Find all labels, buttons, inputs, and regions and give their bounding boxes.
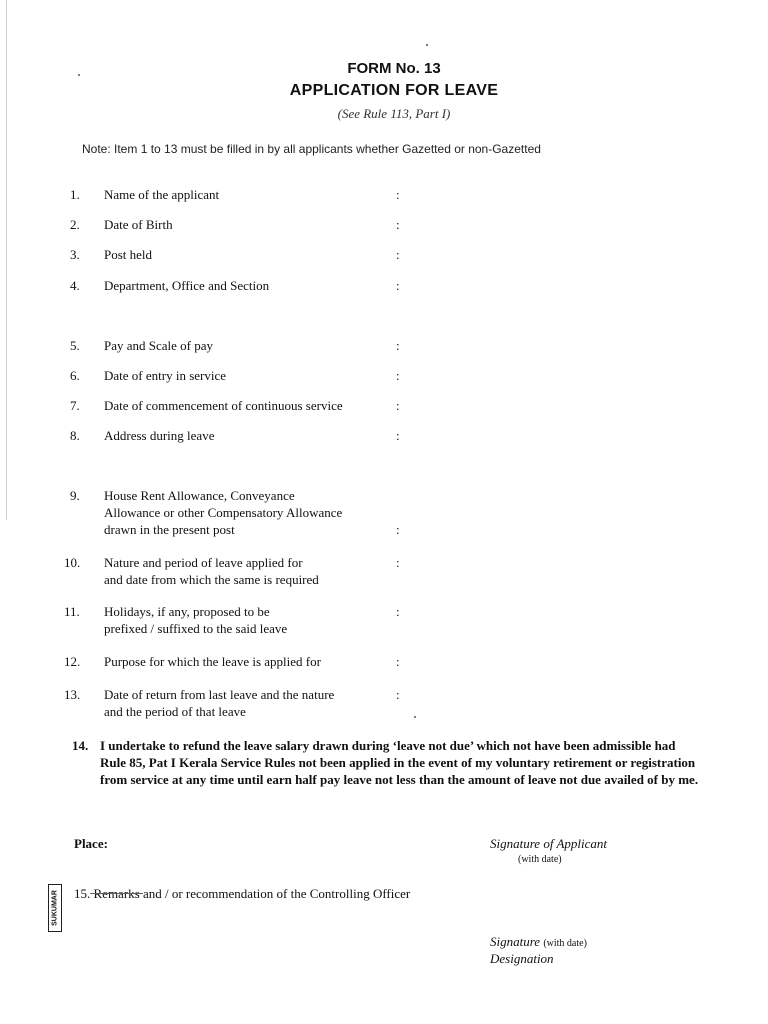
applicant-signature-label: Signature of Applicant	[490, 836, 607, 851]
item-label	[104, 686, 384, 720]
item-label	[104, 337, 384, 354]
item-number: 4.	[70, 278, 80, 293]
item-number: 14.	[72, 738, 89, 753]
place-label: Place:	[74, 836, 108, 851]
item-colon: :	[396, 338, 400, 353]
item-label	[104, 186, 384, 203]
item-label-line: Name of the applicant	[104, 187, 220, 202]
item-colon: :	[396, 187, 400, 202]
item-label-line: Holidays, if any, proposed to be	[104, 604, 270, 619]
designation-label: Designation	[490, 951, 554, 966]
item-label-line: Date of return from last leave and the nature	[104, 687, 335, 702]
item-label-line: Department, Office and Section	[104, 278, 270, 293]
item-label-line: Purpose for which the leave is applied for	[104, 654, 321, 669]
item-colon: :	[396, 217, 400, 232]
item-number: 5.	[70, 338, 80, 353]
officer-with-date-label: (with date)	[543, 938, 587, 949]
item-colon: :	[396, 247, 400, 262]
item-label-line: Date of Birth	[104, 217, 173, 232]
item-colon: :	[396, 428, 400, 443]
item-number: 2.	[70, 217, 80, 232]
item-label	[104, 427, 384, 444]
item-label	[104, 216, 384, 233]
item-number: 8.	[70, 428, 80, 443]
item-15-label: and / or recommendation of the Controlling Officer	[142, 886, 411, 901]
item-number: 13.	[64, 687, 81, 702]
item-label-line: Nature and period of leave applied for	[104, 555, 303, 570]
undertaking-text: I undertake to refund the leave salary drawn during ‘leave not due’ which not have been admissible had Rule 85, Pat I Kerala Service Rules not been applied in the event of my voluntary retirement or registration from service at any time until earn half pay leave not less than the amount of leave not due availed of by me.	[100, 738, 699, 787]
item-colon: :	[396, 522, 400, 537]
instruction-note: Note: Item 1 to 13 must be filled in by all applicants whether Gazetted or non-Gazetted	[82, 142, 541, 156]
item-colon: :	[396, 398, 400, 413]
item-colon: :	[396, 687, 400, 702]
struck-remarks: Remarks	[90, 886, 143, 901]
scan-speck	[414, 716, 416, 718]
item-label	[104, 487, 384, 538]
item-number: 15.	[74, 886, 91, 901]
sukumar-stamp	[48, 884, 62, 932]
officer-signature-label	[490, 934, 587, 950]
item-colon: :	[396, 555, 400, 570]
item-number: 6.	[70, 368, 80, 383]
item-label	[104, 397, 384, 414]
item-number: 11.	[64, 604, 80, 619]
officer-signature-text: Signature	[490, 934, 541, 949]
form-item-15	[74, 886, 410, 902]
item-label	[104, 554, 384, 588]
item-label-line: Date of commencement of continuous service	[104, 398, 343, 413]
item-label	[104, 367, 384, 384]
form-number: FORM No. 13	[347, 60, 441, 77]
form-subtitle: (See Rule 113, Part I)	[337, 106, 451, 121]
item-label-line: and the period of that leave	[104, 704, 246, 719]
item-label-line: prefixed / suffixed to the said leave	[104, 621, 288, 636]
item-colon: :	[396, 654, 400, 669]
item-colon: :	[396, 368, 400, 383]
item-number: 10.	[64, 555, 81, 570]
item-label-line: drawn in the present post	[104, 522, 235, 537]
item-number: 1.	[70, 187, 80, 202]
item-number: 12.	[64, 654, 81, 669]
item-label-line: Pay and Scale of pay	[104, 338, 214, 353]
applicant-with-date-label: (with date)	[518, 854, 562, 865]
item-label-line: and date from which the same is required	[104, 572, 319, 587]
item-number: 9.	[70, 488, 80, 503]
item-label	[104, 653, 384, 670]
item-label	[104, 603, 384, 637]
scan-edge-line	[6, 0, 7, 520]
item-label-line: Date of entry in service	[104, 368, 227, 383]
stamp-text: SUKUMAR	[51, 890, 59, 926]
item-number: 3.	[70, 247, 80, 262]
scan-speck	[426, 44, 428, 46]
item-colon: :	[396, 604, 400, 619]
item-colon: :	[396, 278, 400, 293]
item-number: 7.	[70, 398, 80, 413]
item-label-line: Allowance or other Compensatory Allowance	[104, 505, 343, 520]
form-title: APPLICATION FOR LEAVE	[289, 82, 499, 99]
item-label	[104, 277, 384, 294]
item-label	[104, 246, 384, 263]
item-label-line: Address during leave	[104, 428, 215, 443]
item-label-line: House Rent Allowance, Conveyance	[104, 488, 295, 503]
item-label-line: Post held	[104, 247, 153, 262]
